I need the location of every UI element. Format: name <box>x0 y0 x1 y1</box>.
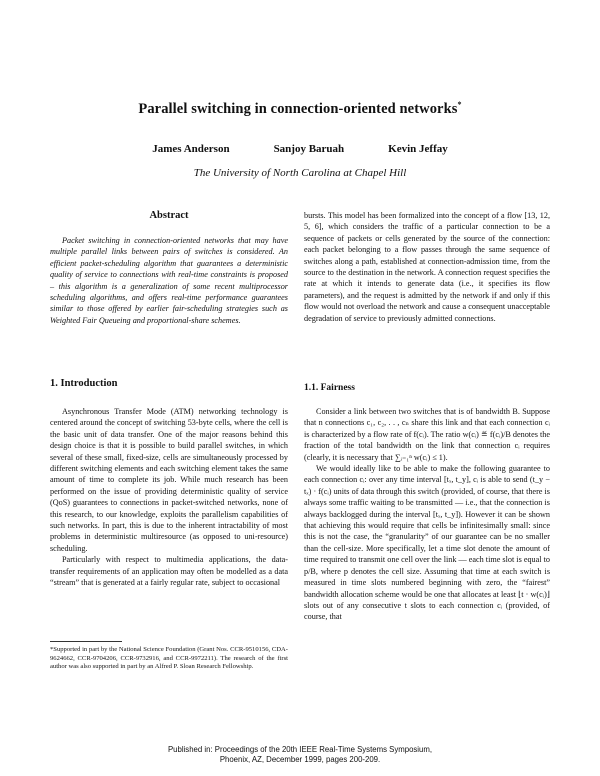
section-heading-introduction: 1. Introduction <box>50 378 118 389</box>
abstract-heading: Abstract <box>149 210 189 221</box>
paragraph: Particularly with respect to multimedia applications, the data-transfer requirements of an application may often be modelled as a data “stream” that is generated at a fairly regular rate, subject to occasional <box>50 555 288 588</box>
paragraph: We would ideally like to be able to make the following guarantee to each connection cᵢ: over any time interval [tₓ, t_y], cᵢ is able to send (t_y − tₓ) · f(cᵢ) units of data through this switch (provided, of course, that there is always some traffic waiting to be transmitted — i.e., that the connection is always backlogged during the interval [tₓ, t_y]). However it can be shown that achieving this would require that cells be infinitesimally small: since this is not the case, the “granularity” of our guarantee can be no smaller than the cell-size. More specifically, let a time slot denote the amount of time required to transmit one cell over the link — each time slot is equal to p/B, where p denotes the cell size. Assuming that time at each switch is measured in time slots numbered beginning with zero, the “fairest” bandwidth allocation scheme would be one that allocates at least ⌊t · w(cᵢ)⌋ slots out of any consecutive t slots to each connection cᵢ (provided, of course, that <box>304 464 550 622</box>
affiliation: The University of North Carolina at Chapel Hill <box>193 167 407 179</box>
author-name: Sanjoy Baruah <box>273 143 345 155</box>
publication-note <box>0 745 600 765</box>
publication-line: Phoenix, AZ, December 1999, pages 200-209. <box>219 755 381 764</box>
abstract-body <box>50 235 288 326</box>
subsection-heading-fairness: 1.1. Fairness <box>304 383 355 393</box>
right-column-continuation <box>304 210 550 324</box>
abstract-text: Packet switching in connection-oriented networks that may have multiple parallel links between pairs of switches is considered. An efficient packet-scheduling algorithm that guarantees a deterministic quality of service to connections with real-time constraints is proposed – this algorithm is a generalization of some recent multiprocessor scheduling algorithms, and offers real-time performance guarantees similar to those offered by earlier fair-scheduling strategies such as Weighted Fair Queueing and proportional-share schemes. <box>50 236 288 325</box>
author-list <box>0 143 600 155</box>
introduction-body <box>50 406 288 589</box>
paragraph: Consider a link between two switches that is of bandwidth B. Suppose that n connections c₁, c₂, . . , cₙ share this link and that each connection cᵢ is characterized by a flow rate of f(cᵢ). The ratio w(cᵢ) ≝ f(cᵢ)/B denotes the fraction of the total bandwidth on the link that connection cᵢ requires (clearly, it is necessary that ∑ᵢ₌₁ⁿ w(cᵢ) ≤ 1). <box>304 407 550 462</box>
fairness-body <box>304 406 550 623</box>
paragraph: bursts. This model has been formalized into the concept of a flow [13, 12, 5, 6], which considers the traffic of a particular connection to be a sequence of packets or cells generated by the source of the connection: each packet belonging to a flow passes through the same sequence of switches along a path, established at connection-admission time, from the source to the destination in the network. A connection request specifies the rate at which it intends to generate data (i.e., it specifies its flow parameters), and the request is admitted by the network if and only if this flow would not overload the network and cause a consequent unacceptable degradation of service to previously admitted connections. <box>304 211 550 323</box>
footnote: *Supported in part by the National Science Foundation (Grant Nos. CCR-9510156, CDA-9624662, CCR-9704206, CCR-9732916, and CCR-9972211). The research of the first author was also supported in part by an Alfred P. Sloan Research Fellowship. <box>50 646 288 671</box>
author-name: James Anderson <box>152 143 230 155</box>
publication-line: Published in: Proceedings of the 20th IEEE Real-Time Systems Symposium, <box>167 745 433 754</box>
paper-title: Parallel switching in connection-oriented networks* <box>138 100 462 117</box>
author-name: Kevin Jeffay <box>388 143 448 155</box>
paragraph: Asynchronous Transfer Mode (ATM) networking technology is centered around the concept of switching 53-byte cells, where the cell is the basic unit of data transfer. One of the major reasons behind this design choice is that it is possible to build parallel switches, in which several of these small, fixed-size, cells are simultaneously processed by different switching elements and each switching element takes the same amount of time to complete its job. While much research has been performed on the issue of providing deterministic quality of service (QoS) guarantees to connections in packet-switched networks, none of this research, to our knowledge, exploits the parallelism capabilities of such networks. In part, this is due to the inherent intractability of most problems in deterministic multiresource (as opposed to uni-resource) scheduling. <box>50 407 288 553</box>
footnote-rule <box>50 641 122 642</box>
